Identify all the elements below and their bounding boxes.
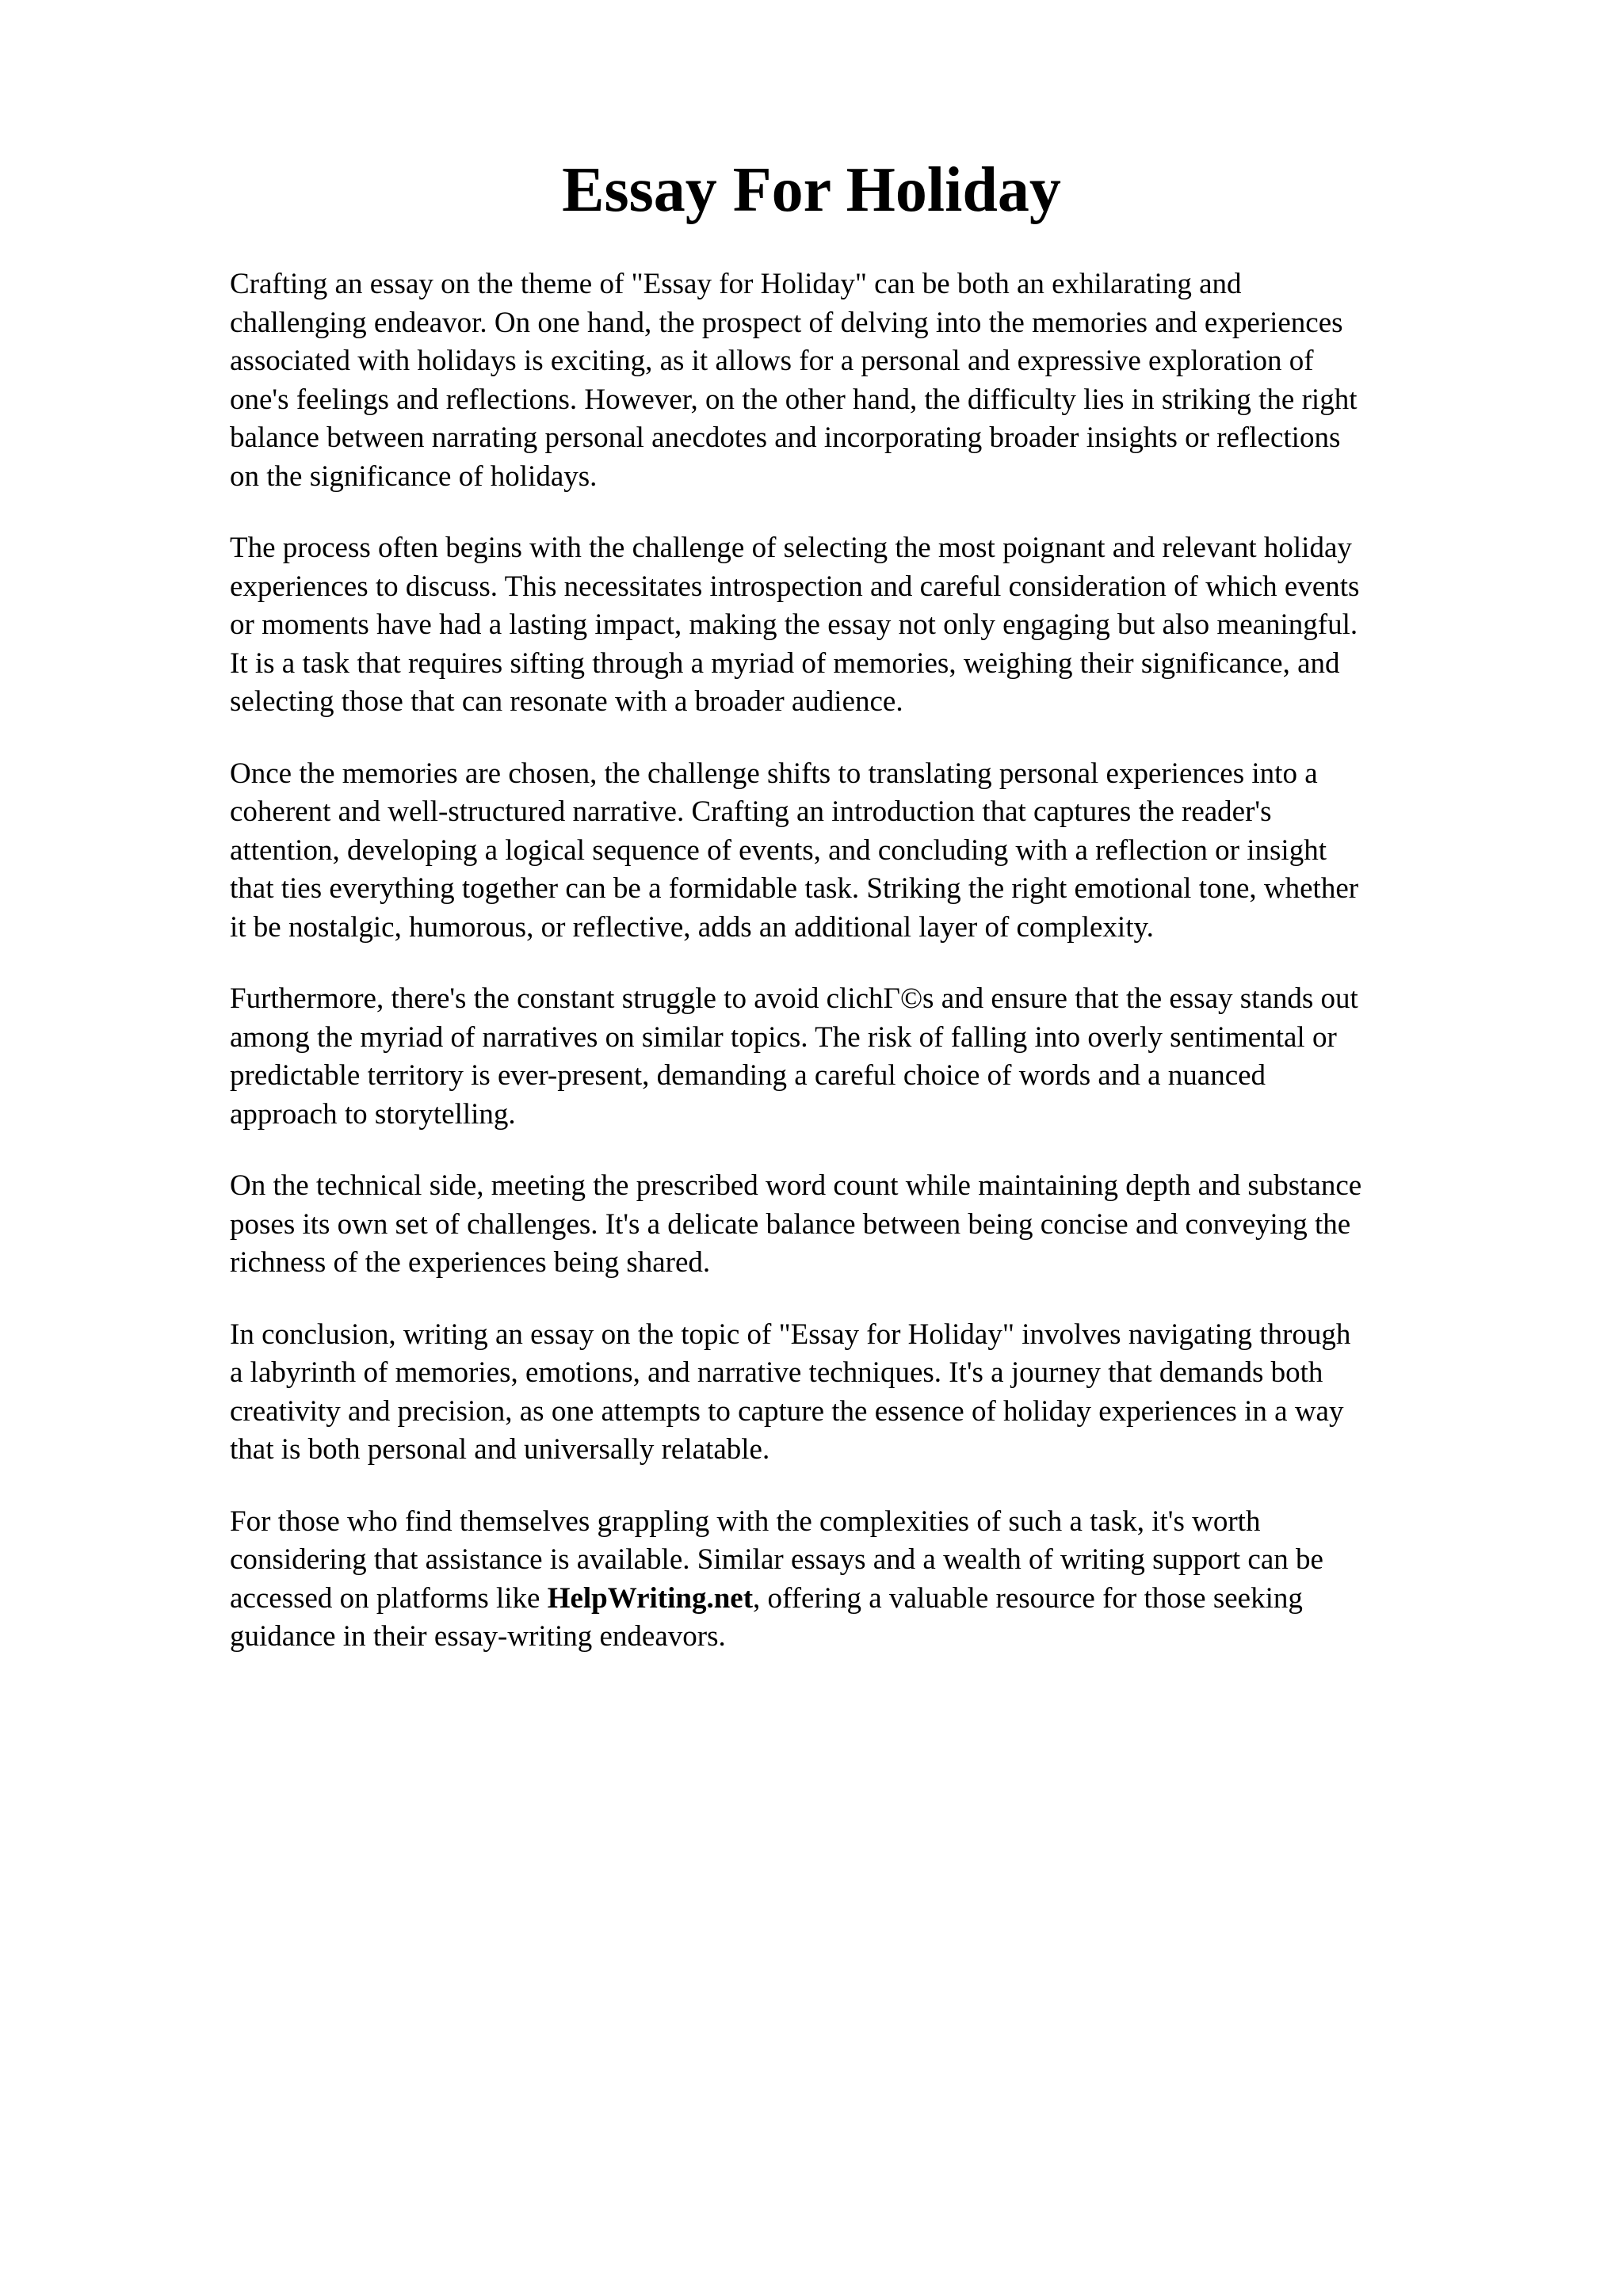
paragraph-3 <box>230 755 1498 948</box>
text-line: associated with holidays is exciting, as it allows for a personal and expressive exploration of <box>230 345 1314 377</box>
text-line: The process often begins with the challenge of selecting the most poignant and relevant holiday <box>230 532 1352 564</box>
paragraph-1 <box>230 265 1498 496</box>
text-line: that is both personal and universally relatable. <box>230 1433 770 1466</box>
page-title: Essay For Holiday <box>562 155 1061 225</box>
text-line: Once the memories are chosen, the challenge shifts to translating personal experiences into a <box>230 757 1318 790</box>
text-line: among the myriad of narratives on similar topics. The risk of falling into overly sentimental or <box>230 1020 1337 1054</box>
text-line <box>230 1580 1498 1619</box>
text-fragment: accessed on platforms like <box>230 1581 548 1615</box>
text-line: In conclusion, writing an essay on the topic of "Essay for Holiday" involves navigating through <box>230 1318 1351 1351</box>
paragraph-closing <box>230 1503 1498 1657</box>
text-line: it be nostalgic, humorous, or reflective, adds an additional layer of complexity. <box>230 910 1154 944</box>
text-line: richness of the experiences being shared. <box>230 1246 711 1279</box>
text-line: approach to storytelling. <box>230 1097 516 1131</box>
text-line: For those who find themselves grappling with the complexities of such a task, it's worth <box>230 1505 1261 1538</box>
paragraph-4 <box>230 980 1498 1134</box>
text-line: experiences to discuss. This necessitates introspection and careful consideration of which events <box>230 570 1360 603</box>
paragraph-5 <box>230 1167 1498 1283</box>
text-line: on the significance of holidays. <box>230 460 598 493</box>
paragraph-2 <box>230 529 1498 722</box>
text-fragment: , offering a valuable resource for those seeking <box>753 1581 1303 1615</box>
helpwriting-link[interactable]: HelpWriting.net <box>547 1581 754 1615</box>
text-line: predictable territory is ever-present, demanding a careful choice of words and a nuanced <box>230 1059 1266 1092</box>
text-line: considering that assistance is available. Similar essays and a wealth of writing support can be <box>230 1543 1323 1576</box>
text-line: challenging endeavor. On one hand, the prospect of delving into the memories and experiences <box>230 306 1343 339</box>
text-line: or moments have had a lasting impact, making the essay not only engaging but also meaningful. <box>230 608 1358 641</box>
text-line: attention, developing a logical sequence of events, and concluding with a reflection or insight <box>230 833 1327 867</box>
essay-body <box>230 265 1498 1690</box>
text-line: creativity and precision, as one attempts to capture the essence of holiday experiences in a way <box>230 1394 1344 1428</box>
text-line: It is a task that requires sifting through a myriad of memories, weighing their significance, and <box>230 646 1340 680</box>
paragraph-6 <box>230 1316 1498 1470</box>
text-line: guidance in their essay-writing endeavors. <box>230 1620 726 1653</box>
text-line: Crafting an essay on the theme of "Essay for Holiday" can be both an exhilarating and <box>230 268 1242 300</box>
text-line: a labyrinth of memories, emotions, and narrative techniques. It's a journey that demands both <box>230 1356 1323 1389</box>
text-line: poses its own set of challenges. It's a delicate balance between being concise and conveying the <box>230 1207 1351 1241</box>
text-line: coherent and well-structured narrative. Crafting an introduction that captures the reader's <box>230 795 1272 828</box>
text-line: On the technical side, meeting the prescribed word count while maintaining depth and substance <box>230 1169 1362 1202</box>
text-line: balance between narrating personal anecdotes and incorporating broader insights or reflections <box>230 421 1341 454</box>
text-line: selecting those that can resonate with a broader audience. <box>230 685 903 718</box>
text-line: that ties everything together can be a formidable task. Striking the right emotional tone, whether <box>230 872 1359 905</box>
text-line: one's feelings and reflections. However, on the other hand, the difficulty lies in striking the right <box>230 383 1358 416</box>
text-line: Furthermore, there's the constant struggle to avoid clichГ©s and ensure that the essay stands out <box>230 982 1358 1015</box>
